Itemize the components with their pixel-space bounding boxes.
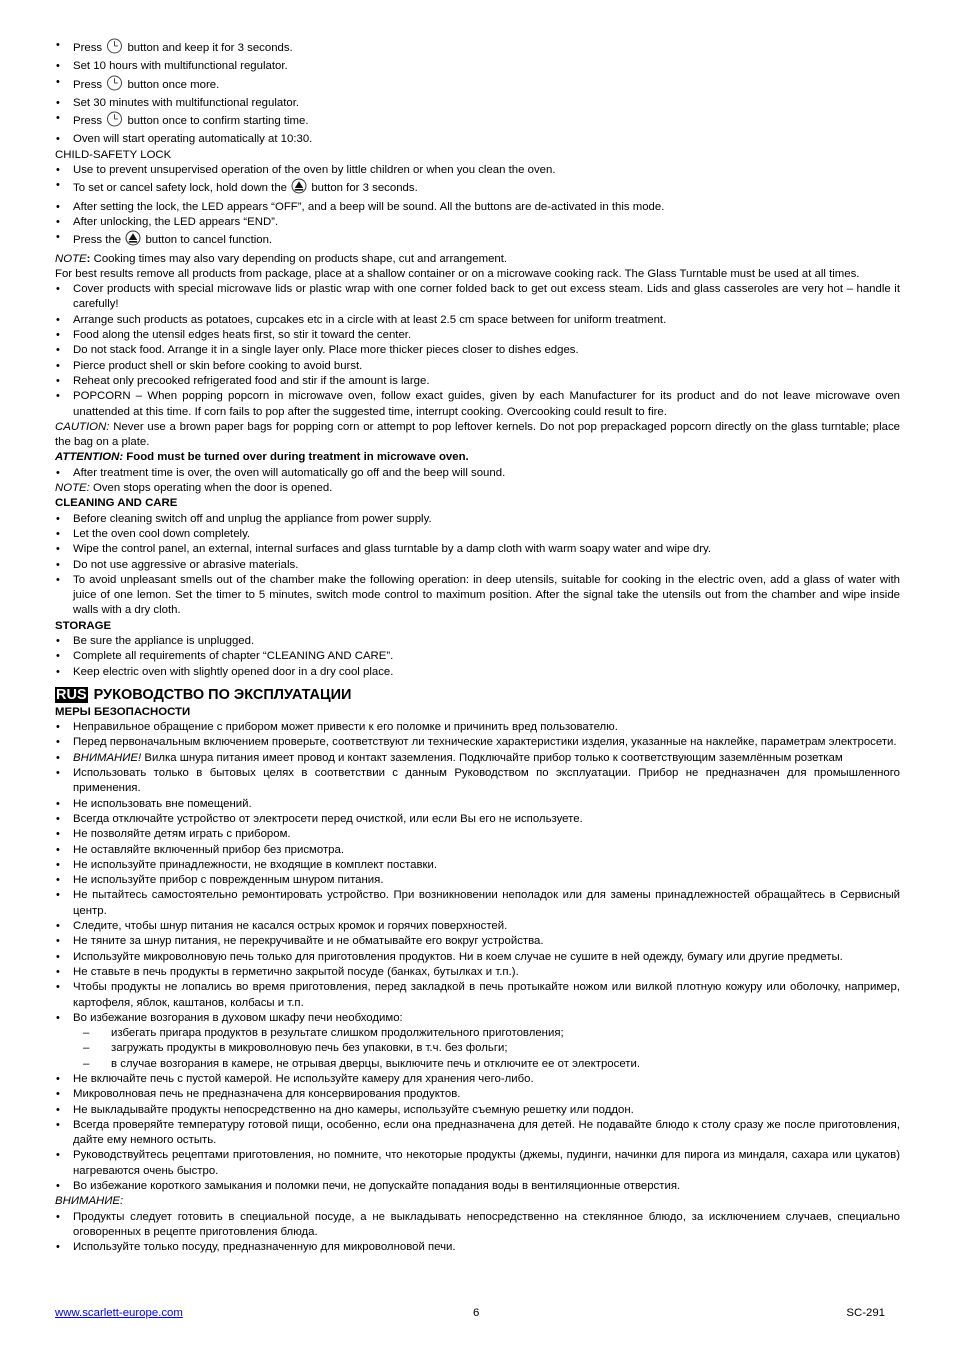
list-item: • Oven will start operating automatically at 10:30. <box>55 132 900 147</box>
rus-safety-title: МЕРЫ БЕЗОПАСНОСТИ <box>55 705 191 718</box>
list-item: • Reheat only precooked refrigerated food and stir if the amount is large. <box>55 374 900 389</box>
list-item: • Do not use aggressive or abrasive materials. <box>55 558 900 573</box>
rus-badge: RUS <box>56 686 87 703</box>
list-item: • Не использовать вне помещений. <box>55 797 900 812</box>
rus-fire-sublist <box>55 1026 900 1072</box>
list-item: • POPCORN – When popping popcorn in microwave oven, follow exact guides, given by each Manufacturer for its product and do not leave microwave oven unattended at this time. If corn fails to pop after the suggested time, interrupt cooking. Overcooking could result to fire. <box>55 389 900 420</box>
list-item: • ВНИМАНИЕ! Вилка шнура питания имеет провод и контакт заземления. Подключайте прибор только к соответствующим заземлённым розеткам <box>55 751 900 766</box>
clock-icon <box>106 75 123 96</box>
rus-safety-list <box>55 720 900 1026</box>
list-item: • Не выкладывайте продукты непосредственно на дно камеры, используйте съемную решетку или поддон. <box>55 1103 900 1118</box>
child-lock-title: CHILD-SAFETY LOCK <box>55 148 172 161</box>
list-item: • Не ставьте в печь продукты в герметично закрытой посуде (банках, бутылках и т.п.). <box>55 965 900 980</box>
list-item: • Food along the utensil edges heats first, so stir it toward the center. <box>55 328 900 343</box>
attention-paragraph: ATTENTION: Food must be turned over during treatment in microwave oven. <box>55 451 469 464</box>
list-item: • Complete all requirements of chapter “CLEANING AND CARE”. <box>55 649 900 664</box>
list-item: • After unlocking, the LED appears “END”. <box>55 215 900 230</box>
list-item: • Продукты следует готовить в специальной посуде, а не выкладывать непосредственно на стеклянное блюдо, за исключением случаев, специально оговоренных в рецепте приготовления блюда. <box>55 1210 900 1241</box>
best-results-paragraph: For best results remove all products from package, place at a shallow container or on a microwave cooking rack. The Glass Turntable must be used at all times. <box>55 267 860 280</box>
list-item: • After treatment time is over, the oven will automatically go off and the beep will sound. <box>55 466 900 481</box>
list-item: • Use to prevent unsupervised operation of the oven by little children or when you clean the oven. <box>55 163 900 178</box>
list-item: • Неправильное обращение с прибором может привести к его поломке и причинить вред пользователю. <box>55 720 900 735</box>
list-item: • To set or cancel safety lock, hold down the button for 3 seconds. <box>55 178 900 199</box>
cooking-tips-list <box>55 282 900 420</box>
lock-icon <box>125 230 141 251</box>
list-item: • Не пытайтесь самостоятельно ремонтировать устройство. При возникновении неполадок или для замены принадлежностей обращайтесь в Сервисный центр. <box>55 888 900 919</box>
list-item: • Руководствуйтесь рецептами приготовления, но помните, что некоторые продукты (джемы, пудинги, начинки для пирога из миндаля, сахара или цукатов) нагреваются очень быстро. <box>55 1148 900 1179</box>
model-number: SC-291 <box>846 1307 885 1319</box>
list-item: • Let the oven cool down completely. <box>55 527 900 542</box>
list-item: • Не позволяйте детям играть с прибором. <box>55 827 900 842</box>
list-item: • Во избежание возгорания в духовом шкафу печи необходимо: <box>55 1011 900 1026</box>
list-item: • Микроволновая печь не предназначена для консервирования продуктов. <box>55 1087 900 1102</box>
list-item: • Keep electric oven with slightly opened door in a dry cool place. <box>55 665 900 680</box>
list-item: • Следите, чтобы шнур питания не касался острых кромок и горячих поверхностей. <box>55 919 900 934</box>
list-item: • Cover products with special microwave lids or plastic wrap with one corner folded back to get out excess steam. Lids and glass casseroles are very hot – handle it carefully! <box>55 282 900 313</box>
rus-attention-label: ВНИМАНИЕ: <box>55 1195 124 1208</box>
list-item: • Чтобы продукты не лопались во время приготовления, перед закладкой в печь протыкайте ножом или вилкой плотную кожуру или оболочку, например, картофеля, яблок, каштанов, колбасы и т.п. <box>55 980 900 1011</box>
storage-title: STORAGE <box>55 619 112 632</box>
child-lock-list <box>55 163 900 251</box>
rus-safety-list-2 <box>55 1072 900 1194</box>
list-item: • Wipe the control panel, an external, internal surfaces and glass turntable by a damp cloth with warm soapy water and wipe dry. <box>55 542 900 557</box>
list-item: • Не используйте прибор с поврежденным шнуром питания. <box>55 873 900 888</box>
list-item: – загружать продукты в микроволновую печь без упаковки, в т.ч. без фольги; <box>55 1041 900 1056</box>
after-treatment-list <box>55 466 900 481</box>
list-item: • Set 10 hours with multifunctional regulator. <box>55 59 900 74</box>
list-item: • Before cleaning switch off and unplug the appliance from power supply. <box>55 512 900 527</box>
note-cooking-times: NOTE: Cooking times may also vary depending on products shape, cut and arrangement. <box>55 252 508 265</box>
list-item: • Press button once to confirm starting time. <box>55 111 900 132</box>
list-item: • Не оставляйте включенный прибор без присмотра. <box>55 843 900 858</box>
list-item: • Во избежание короткого замыкания и поломки печи, не допускайте попадания воды в вентиляционные отверстия. <box>55 1179 900 1194</box>
list-item: • Arrange such products as potatoes, cupcakes etc in a circle with at least 2.5 cm space between for uniform treatment. <box>55 313 900 328</box>
lock-icon <box>291 178 307 199</box>
list-item: • Всегда отключайте устройство от электросети перед очисткой, или если Вы его не используете. <box>55 812 900 827</box>
list-item: • Перед первоначальным включением проверьте, соответствуют ли технические характеристики изделия, указанные на наклейке, параметрам электросети. <box>55 735 900 750</box>
list-item: – в случае возгорания в камере, не отрывая дверцы, выключите печь и отключите ее от электросети. <box>55 1057 900 1072</box>
cleaning-list <box>55 512 900 619</box>
timer-steps-list <box>55 38 900 148</box>
list-item: • Использовать только в бытовых целях в соответствии с данным Руководством по эксплуатации. Прибор не предназначен для промышленного применения. <box>55 766 900 797</box>
rus-attention-list <box>55 1210 900 1256</box>
list-item: • Используйте только посуду, предназначенную для микроволновой печи. <box>55 1240 900 1255</box>
storage-list <box>55 634 900 680</box>
list-item: • Press the button to cancel function. <box>55 230 900 251</box>
website-link[interactable]: www.scarlett-europe.com <box>55 1307 183 1319</box>
list-item: • Всегда проверяйте температуру готовой пищи, особенно, если она предназначена для детей. Не подавайте блюдо к столу сразу же после приготовления, дайте ему немного остыть. <box>55 1118 900 1149</box>
list-item: • Press button and keep it for 3 seconds. <box>55 38 900 59</box>
list-item: • Pierce product shell or skin before cooking to avoid burst. <box>55 359 900 374</box>
list-item: • Do not stack food. Arrange it in a single layer only. Place more thicker pieces closer to dishes edges. <box>55 343 900 358</box>
list-item: • After setting the lock, the LED appears “OFF”, and a beep will be sound. All the buttons are de-activated in this mode. <box>55 200 900 215</box>
caution-paragraph: CAUTION: Never use a brown paper bags for popping corn or attempt to pop leftover kernels. Do not pop prepackaged popcorn directly on the glass turntable; place the bag on a plate. <box>55 420 900 449</box>
list-item: • Не используйте принадлежности, не входящие в комплект поставки. <box>55 858 900 873</box>
page-number: 6 <box>473 1307 480 1319</box>
list-item: • Be sure the appliance is unplugged. <box>55 634 900 649</box>
note-door: NOTE: Oven stops operating when the door is opened. <box>55 482 333 495</box>
rus-title: РУКОВОДСТВО ПО ЭКСПЛУАТАЦИИ <box>93 686 352 703</box>
list-item: • Set 30 minutes with multifunctional regulator. <box>55 96 900 111</box>
list-item: • Не включайте печь с пустой камерой. Не используйте камеру для хранения чего-либо. <box>55 1072 900 1087</box>
rus-heading <box>55 686 900 704</box>
clock-icon <box>106 38 123 59</box>
list-item: – избегать пригара продуктов в результате слишком продолжительного приготовления; <box>55 1026 900 1041</box>
list-item: • To avoid unpleasant smells out of the chamber make the following operation: in deep utensils, suitable for cooking in the electric oven, add a glass of water with juice of one lemon. Set the timer to 5 minutes, switch mode control to maximum position. After the signal take the utensils out from the chamber and wipe inside walls with a dry cloth. <box>55 573 900 619</box>
cleaning-title: CLEANING AND CARE <box>55 497 178 510</box>
list-item: • Не тяните за шнур питания, не перекручивайте и не обматывайте его вокруг устройства. <box>55 934 900 949</box>
document-page <box>55 38 900 1256</box>
list-item: • Press button once more. <box>55 75 900 96</box>
list-item: • Используйте микроволновую печь только для приготовления продуктов. Ни в коем случае не сушите в ней одежду, бумагу или другие предметы. <box>55 950 900 965</box>
clock-icon <box>106 111 123 132</box>
